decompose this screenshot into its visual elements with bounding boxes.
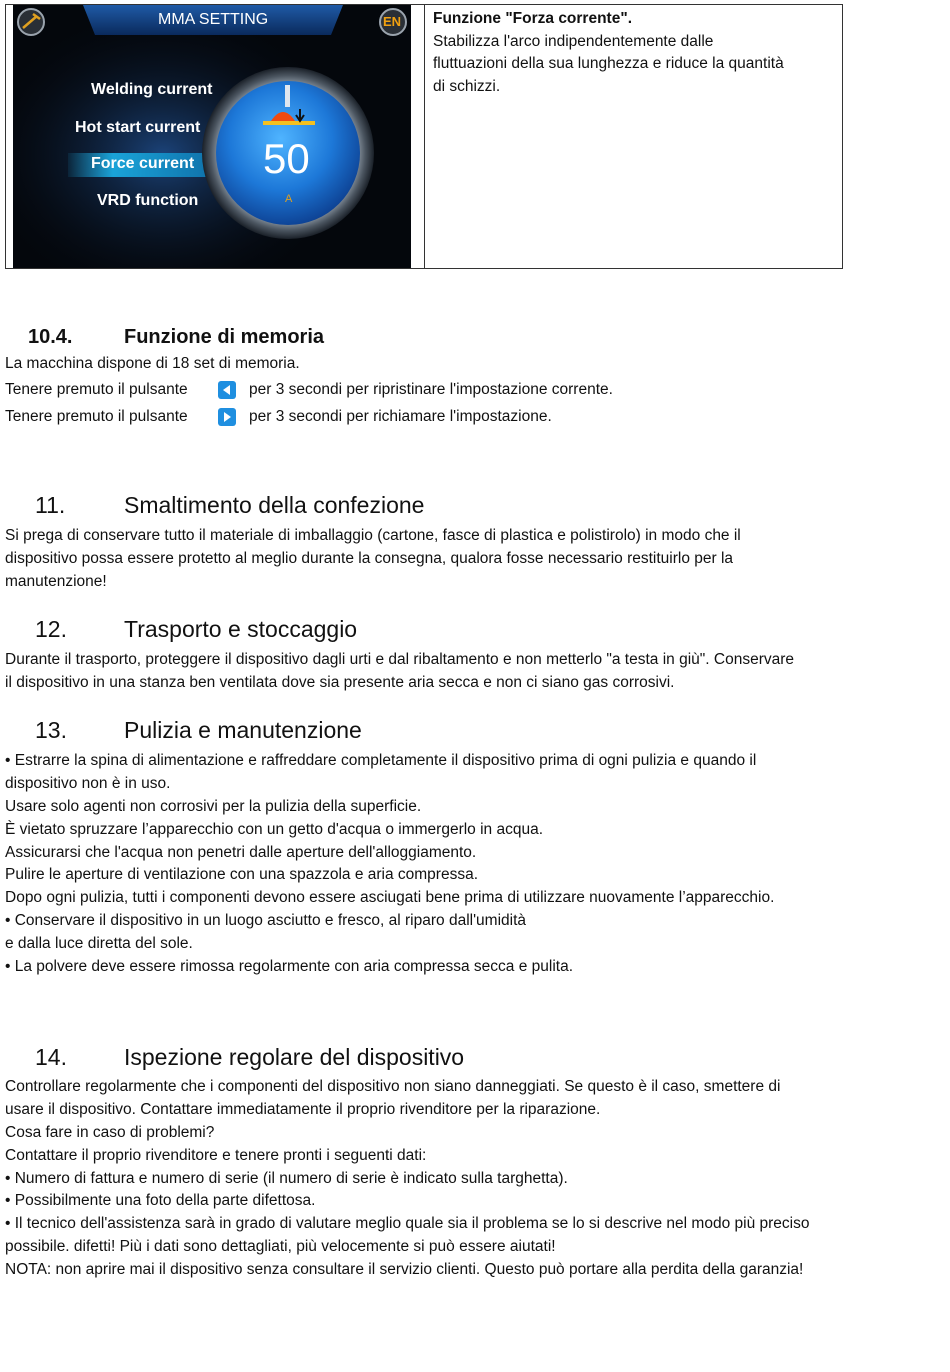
paragraph-line: • Numero di fattura e numero di serie (il numero di serie è indicato sulla targhetta). xyxy=(5,1170,568,1187)
force-current-description xyxy=(433,8,833,98)
section-title: Trasporto e stoccaggio xyxy=(124,616,358,642)
section-number: 10.4. xyxy=(28,326,73,348)
paragraph-line: • La polvere deve essere rimossa regolarmente con aria compressa secca e pulita. xyxy=(5,958,574,975)
paragraph-line: Contattare il proprio rivenditore e tenere pronti i seguenti dati: xyxy=(5,1147,427,1164)
memory-sets-text: La macchina dispone di 18 set di memoria. xyxy=(5,355,300,372)
paragraph-line: • Il tecnico dell'assistenza sarà in grado di valutare meglio quale sia il problema se lo si descrive nel modo più preciso xyxy=(5,1215,810,1232)
paragraph-line: Cosa fare in caso di problemi? xyxy=(5,1124,215,1141)
paragraph-line: e dalla luce diretta del sole. xyxy=(5,935,193,952)
description-line: di schizzi. xyxy=(433,77,501,95)
paragraph-line: Usare solo agenti non corrosivi per la pulizia della superficie. xyxy=(5,798,422,815)
menu-item-vrd-function[interactable]: VRD function xyxy=(97,192,199,209)
language-badge[interactable]: EN xyxy=(383,14,402,29)
section-number: 13. xyxy=(35,717,67,743)
menu-item-welding-current[interactable]: Welding current xyxy=(91,81,213,98)
section-number: 14. xyxy=(35,1044,67,1070)
section-title: Funzione di memoria xyxy=(124,326,325,348)
paragraph-line: usare il dispositivo. Contattare immediatamente il proprio rivenditore per la riparazione. xyxy=(5,1101,601,1118)
paragraph-line: Controllare regolarmente che i componenti del dispositivo non siano danneggiati. Se questo è il caso, smettere di xyxy=(5,1078,781,1095)
description-title: Funzione "Forza corrente". xyxy=(433,10,632,27)
paragraph-line: il dispositivo in una stanza ben ventilata dove sia presente aria secca e non ci siano gas corrosivi. xyxy=(5,674,675,691)
section-number: 12. xyxy=(35,616,67,642)
paragraph-line: Pulire le aperture di ventilazione con una spazzola e aria compressa. xyxy=(5,866,479,883)
paragraph-line: NOTA: non aprire mai il dispositivo senza consultare il servizio clienti. Questo può portare alla perdita della garanzia! xyxy=(5,1261,804,1278)
right-arrow-button-icon xyxy=(218,408,236,426)
section-title: Smaltimento della confezione xyxy=(124,492,425,518)
screen-graphic xyxy=(13,5,411,268)
description-line: fluttuazioni della sua lunghezza e riduce la quantità xyxy=(433,55,784,72)
paragraph-line: Assicurarsi che l'acqua non penetri dalle aperture dell'alloggiamento. xyxy=(5,844,477,861)
paragraph-line: Si prega di conservare tutto il materiale di imballaggio (cartone, fasce di plastica e polistirolo) in modo che il xyxy=(5,527,741,544)
paragraph-line: Durante il trasporto, proteggere il dispositivo dagli urti e dal ribaltamento e non metterlo "a testa in giù". Conservare xyxy=(5,651,795,668)
hold-button-text: Tenere premuto il pulsante xyxy=(5,408,188,425)
paragraph-line: dispositivo possa essere protetto al meglio durante la consegna, qualora fosse necessario restituirlo per la xyxy=(5,550,734,567)
menu-item-hot-start-current[interactable]: Hot start current xyxy=(75,119,201,136)
left-arrow-button-icon xyxy=(218,381,236,399)
paragraph-line: • Estrarre la spina di alimentazione e raffreddare completamente il dispositivo prima di ogni pulizia e quando il xyxy=(5,752,757,769)
section-title: Pulizia e manutenzione xyxy=(124,717,362,743)
paragraph-line: manutenzione! xyxy=(5,573,107,590)
mma-setting-screen xyxy=(13,5,411,268)
paragraph-line: dispositivo non è in uso. xyxy=(5,775,171,792)
paragraph-line: possibile. difetti! Più i dati sono dettagliati, più velocemente si può essere aiutati! xyxy=(5,1238,556,1255)
restore-setting-text: per 3 secondi per ripristinare l'impostazione corrente. xyxy=(249,381,613,398)
hold-button-text: Tenere premuto il pulsante xyxy=(5,381,188,398)
screen-title: MMA SETTING xyxy=(158,11,269,28)
paragraph-line: • Conservare il dispositivo in un luogo asciutto e fresco, al riparo dall'umidità xyxy=(5,912,527,929)
section-title: Ispezione regolare del dispositivo xyxy=(124,1044,465,1070)
recall-setting-text: per 3 secondi per richiamare l'impostazione. xyxy=(249,408,552,425)
table-divider xyxy=(424,5,425,268)
description-line: Stabilizza l'arco indipendentemente dalle xyxy=(433,32,714,50)
menu-item-force-current[interactable]: Force current xyxy=(91,155,195,172)
section-number: 11. xyxy=(35,492,66,518)
paragraph-line: È vietato spruzzare l’apparecchio con un getto d'acqua o immergerlo in acqua. xyxy=(5,821,544,838)
dial-value: 50 xyxy=(263,135,310,182)
dial-unit: A xyxy=(285,193,293,205)
paragraph-line: Dopo ogni pulizia, tutti i componenti devono essere asciugati bene prima di utilizzare nuovamente l’apparecchio. xyxy=(5,889,775,906)
paragraph-line: • Possibilmente una foto della parte difettosa. xyxy=(5,1192,316,1209)
